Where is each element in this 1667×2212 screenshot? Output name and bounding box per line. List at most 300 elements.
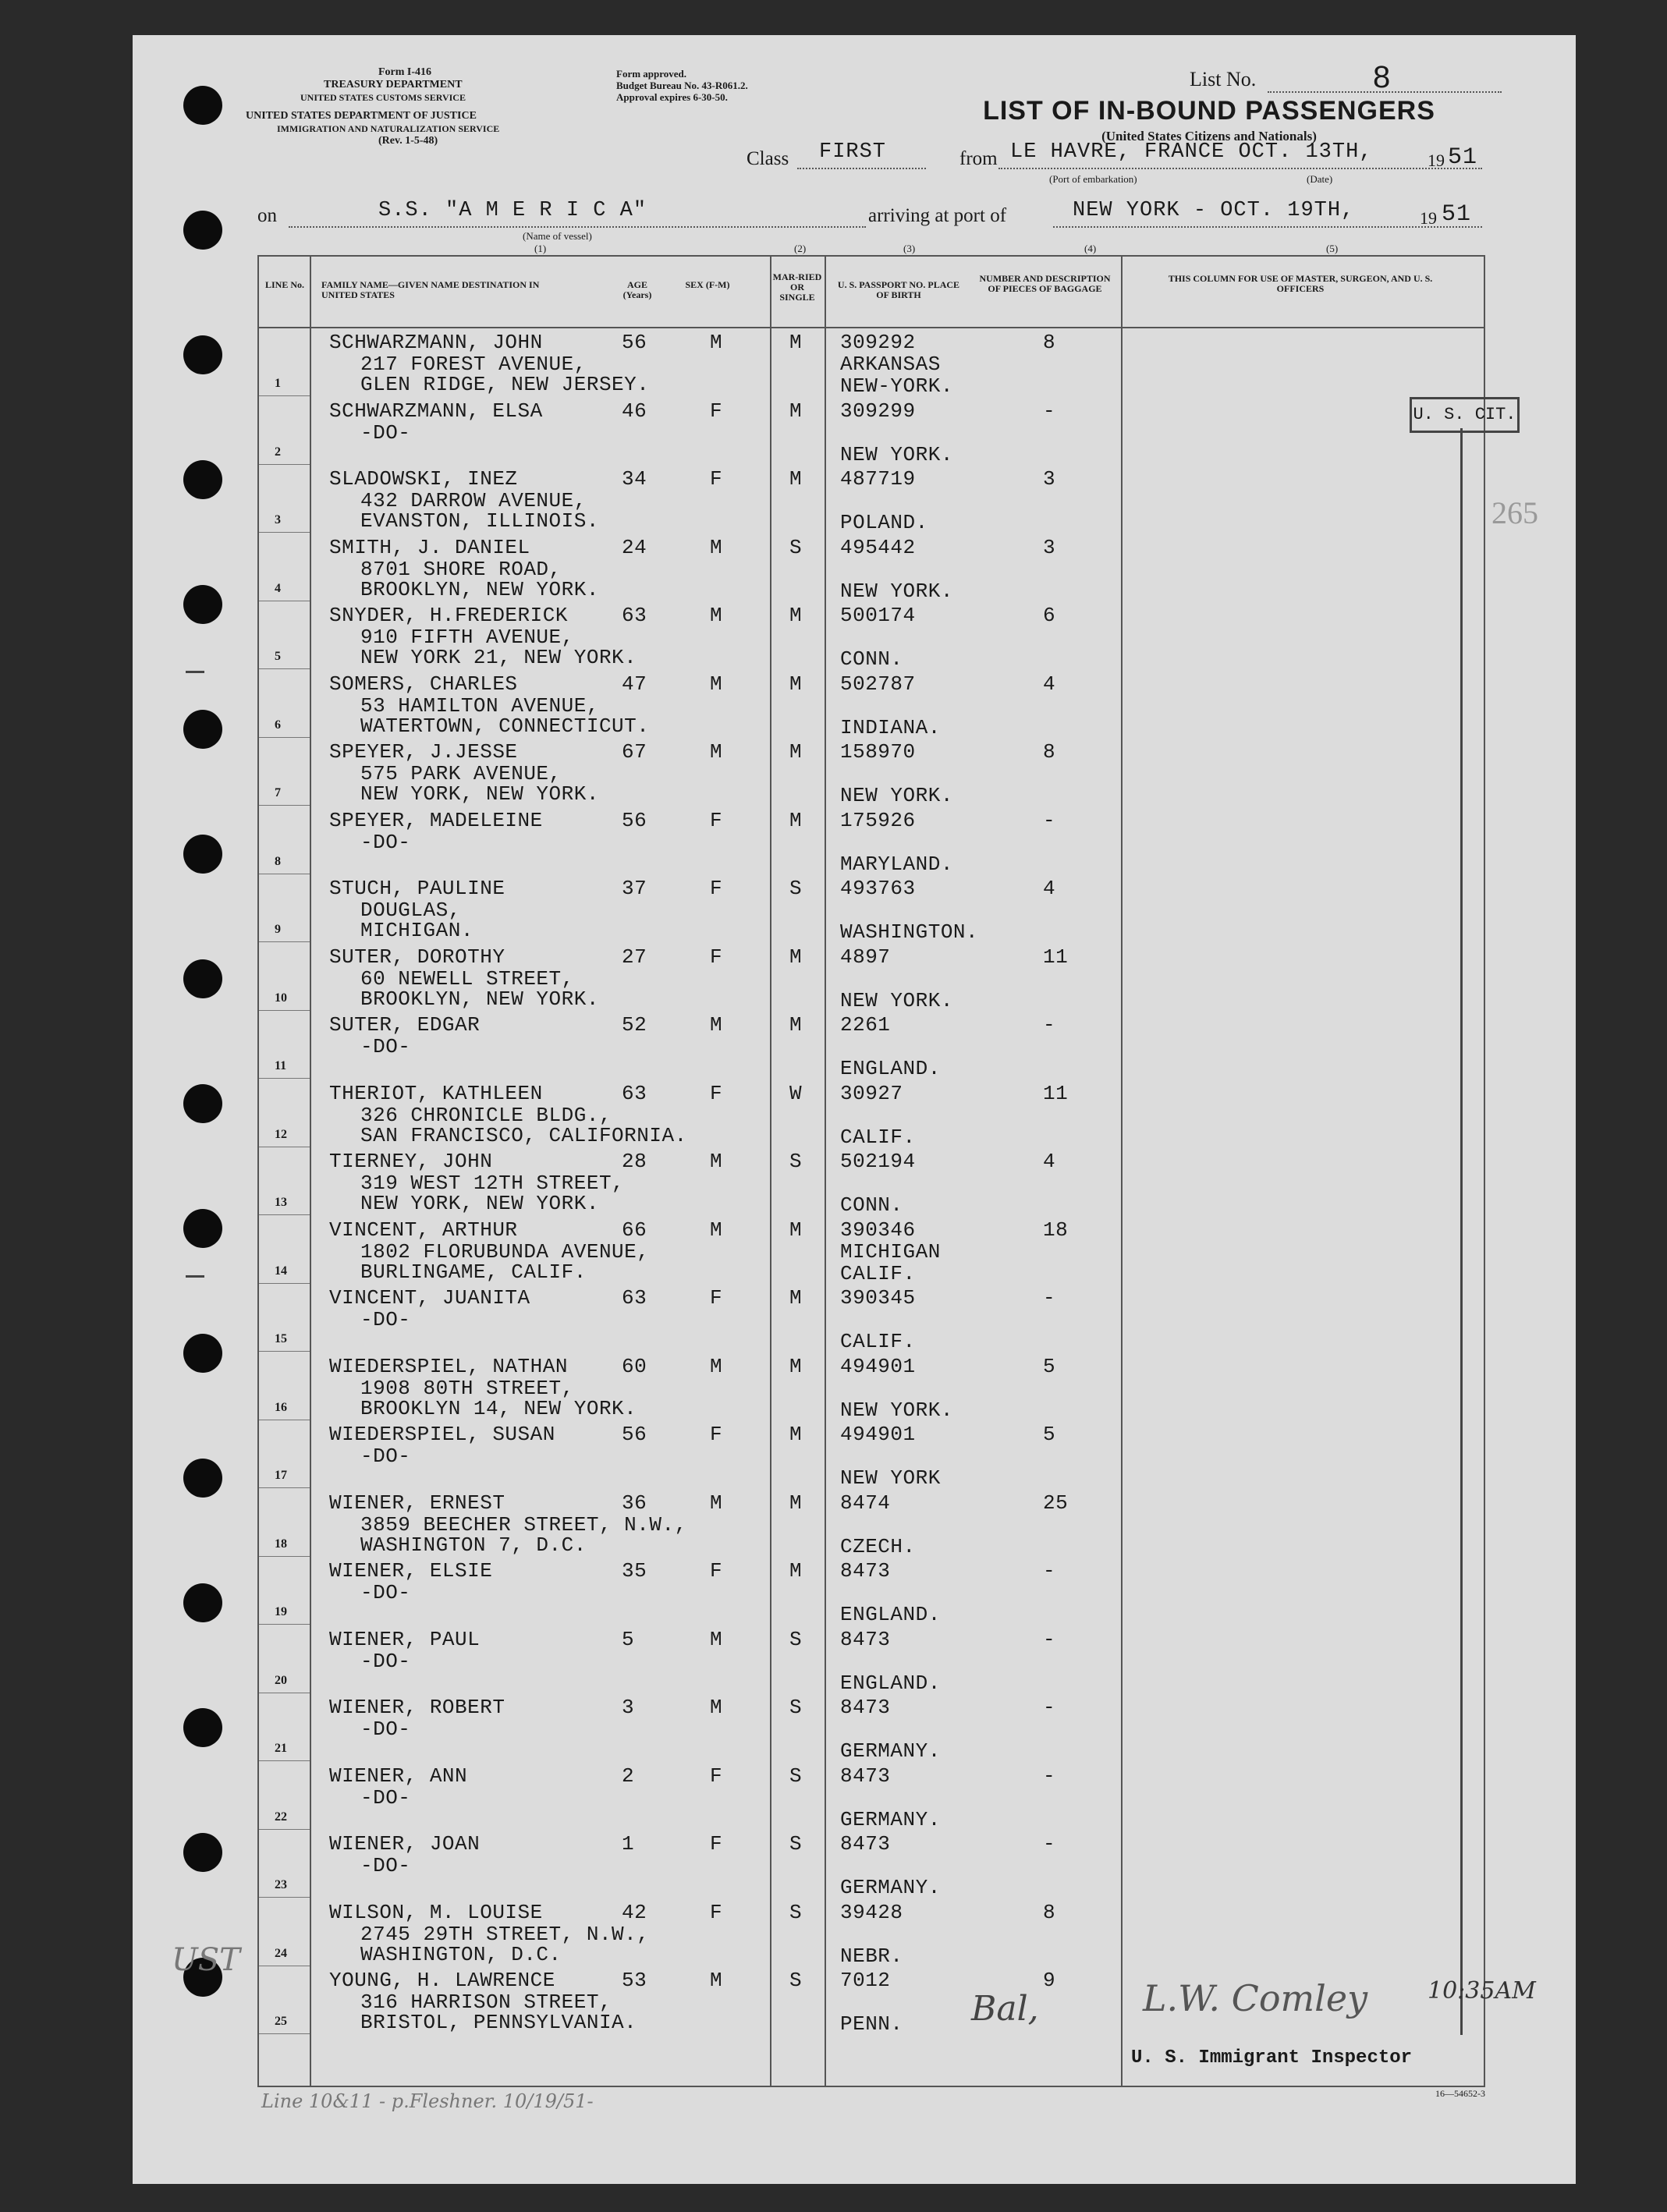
line-number: 25 [275, 2015, 287, 2028]
sex-value: F [710, 1286, 723, 1310]
sex-value: M [710, 1491, 723, 1515]
line-number: 20 [275, 1673, 287, 1687]
table-row [259, 1693, 1484, 1761]
vessel-caption: (Name of vessel) [523, 230, 592, 242]
baggage-count: 6 [1043, 604, 1056, 627]
line-number: 19 [275, 1605, 287, 1618]
line-number: 23 [275, 1878, 287, 1891]
marital-status: M [789, 331, 803, 354]
passport-number: 2261 [840, 1013, 891, 1037]
line-number: 18 [275, 1537, 287, 1551]
address-line-1: 8701 SHORE ROAD, [360, 557, 562, 581]
list-no-label: List No. [1190, 68, 1257, 90]
marital-status: S [789, 1900, 803, 1924]
sex-value: M [710, 1627, 723, 1651]
sex-value: F [710, 1081, 723, 1105]
arrival-year: 51 [1442, 201, 1472, 228]
col-header-officers: THIS COLUMN FOR USE OF MASTER, SURGEON, AND U. S. OFFICERS [1168, 273, 1433, 294]
line-number: 21 [275, 1742, 287, 1755]
baggage-count: - [1043, 1696, 1056, 1719]
margin-tick [186, 1275, 204, 1278]
justice-dept: UNITED STATES DEPARTMENT OF JUSTICE [246, 110, 477, 122]
signature-initials: Bal, [971, 1989, 1039, 2029]
baggage-count: 4 [1043, 1150, 1056, 1173]
baggage-count: 4 [1043, 672, 1056, 696]
passport-number: 502787 [840, 672, 916, 696]
birthplace: NEW YORK [840, 1466, 941, 1490]
sex-value: M [710, 331, 723, 354]
arrival-year-prefix: 19 [1420, 208, 1437, 228]
line-number: 12 [275, 1127, 287, 1141]
col-header-line: LINE No. [265, 279, 305, 290]
passport-number: 495442 [840, 535, 916, 559]
baggage-count: 5 [1043, 1423, 1056, 1446]
line-number: 16 [275, 1400, 287, 1414]
arrival-underline [1053, 226, 1482, 228]
row-divider [259, 2033, 310, 2034]
baggage-count: 3 [1043, 467, 1056, 491]
line-number: 5 [275, 650, 281, 663]
arriving-label: arriving at port of [868, 205, 1007, 226]
passenger-name: WIENER, JOAN [329, 1832, 481, 1856]
sex-value: F [710, 1764, 723, 1788]
passport-number: 309292 [840, 331, 916, 354]
sex-value: M [710, 1218, 723, 1242]
table-row [259, 806, 1484, 874]
passenger-name: WIEDERSPIEL, NATHAN [329, 1354, 568, 1378]
age-value: 56 [622, 1423, 647, 1446]
line-number: 24 [275, 1946, 287, 1960]
passenger-name: SCHWARZMANN, JOHN [329, 331, 543, 354]
age-value: 67 [622, 740, 647, 764]
table-row [259, 1420, 1484, 1488]
baggage-count: - [1043, 1764, 1056, 1788]
port-caption: (Port of embarkation) [1049, 173, 1137, 185]
passport-number: 8474 [840, 1491, 891, 1515]
age-value: 46 [622, 399, 647, 423]
marital-status: S [789, 1832, 803, 1856]
passport-number: 390346 [840, 1218, 916, 1242]
birthplace: NEW YORK. [840, 579, 953, 603]
birthplace: INDIANA. [840, 715, 941, 739]
passenger-name: WIENER, ELSIE [329, 1559, 493, 1583]
embark-value: LE HAVRE, FRANCE OCT. 13TH, [1010, 140, 1373, 164]
birthplace: CALIF. [840, 1125, 916, 1149]
marital-status: W [789, 1081, 803, 1105]
binder-hole [183, 835, 222, 874]
address-line-1: -DO- [360, 1445, 411, 1468]
passport-number: 8473 [840, 1559, 891, 1583]
sex-value: M [710, 535, 723, 559]
col-header-baggage: NUMBER AND DESCRIPTION OF PIECES OF BAGGAGE [979, 273, 1111, 294]
passport-number: 8473 [840, 1764, 891, 1788]
baggage-count: - [1043, 808, 1056, 832]
address-line-2: NEW YORK, NEW YORK. [360, 1192, 599, 1215]
passenger-name: VINCENT, ARTHUR [329, 1218, 518, 1242]
passport-number: 8473 [840, 1627, 891, 1651]
binder-hole [183, 86, 222, 125]
binder-hole [183, 585, 222, 624]
signature-name: L.W. Comley [1143, 1977, 1368, 2019]
address-line-1: -DO- [360, 1035, 411, 1058]
passenger-name: WIENER, ERNEST [329, 1491, 505, 1515]
birthplace: NEW YORK. [840, 784, 953, 807]
address-line-1: -DO- [360, 1854, 411, 1877]
line-number: 3 [275, 513, 281, 526]
age-value: 42 [622, 1900, 647, 1924]
form-header-departments [246, 66, 636, 147]
margin-note: UST [172, 1942, 240, 1978]
birthplace-line-1: ARKANSAS [840, 353, 941, 376]
marital-status: M [789, 1286, 803, 1310]
line-number: 22 [275, 1810, 287, 1824]
marital-status: S [789, 877, 803, 900]
birthplace: CALIF. [840, 1330, 916, 1353]
sex-value: F [710, 877, 723, 900]
treasury-dept: TREASURY DEPARTMENT [324, 79, 463, 90]
col-number-3: (3) [903, 243, 916, 254]
us-citizen-stamp: U. S. CIT. [1410, 397, 1520, 433]
marital-status: M [789, 1013, 803, 1037]
table-row [259, 1830, 1484, 1898]
line-number: 7 [275, 786, 281, 799]
marital-status: S [789, 1764, 803, 1788]
address-line-1: -DO- [360, 1649, 411, 1673]
age-value: 3 [622, 1696, 635, 1719]
line-number: 17 [275, 1469, 287, 1482]
passport-number: 8473 [840, 1696, 891, 1719]
passenger-name: WIEDERSPIEL, SUSAN [329, 1423, 555, 1446]
address-line-1: 319 WEST 12TH STREET, [360, 1172, 625, 1195]
line-number: 10 [275, 991, 287, 1005]
passenger-name: SCHWARZMANN, ELSA [329, 399, 543, 423]
baggage-count: - [1043, 399, 1056, 423]
passenger-name: WIENER, ANN [329, 1764, 468, 1788]
age-value: 63 [622, 604, 647, 627]
col-number-2: (2) [794, 243, 807, 254]
address-line-1: -DO- [360, 1308, 411, 1331]
revision: (Rev. 1-5-48) [378, 135, 438, 147]
passenger-name: THERIOT, KATHLEEN [329, 1081, 543, 1105]
baggage-count: 5 [1043, 1354, 1056, 1378]
marital-status: M [789, 1354, 803, 1378]
sex-value: F [710, 1832, 723, 1856]
table-row [259, 738, 1484, 806]
arrival-value: NEW YORK - OCT. 19TH, [1073, 199, 1355, 222]
page-subtitle: (United States Citizens and Nationals) [1101, 129, 1317, 144]
passenger-name: SLADOWSKI, INEZ [329, 467, 518, 491]
address-line-2: BRISTOL, PENNSYLVANIA. [360, 2011, 637, 2034]
sex-value: M [710, 1150, 723, 1173]
table-row [259, 1011, 1484, 1079]
passport-number: 8473 [840, 1832, 891, 1856]
col-header-passport: U. S. PASSPORT NO. PLACE OF BIRTH [837, 279, 960, 300]
approval-line-2: Budget Bureau No. 43-R061.2. [616, 80, 748, 91]
binder-hole [183, 1583, 222, 1622]
officer-column-vertical-line [1460, 428, 1463, 2035]
baggage-count: - [1043, 1832, 1056, 1856]
birthplace: NEW-YORK. [840, 374, 953, 398]
address-line-2: BROOKLYN, NEW YORK. [360, 577, 599, 601]
address-line-2: NEW YORK, NEW YORK. [360, 782, 599, 806]
marital-status: S [789, 1627, 803, 1651]
on-label: on [257, 205, 277, 226]
faint-number: 265 [1491, 495, 1538, 530]
line-number: 13 [275, 1196, 287, 1209]
baggage-count: 4 [1043, 877, 1056, 900]
vessel-col-number: (1) [534, 243, 547, 254]
address-line-2: MICHIGAN. [360, 919, 473, 942]
age-value: 52 [622, 1013, 647, 1037]
address-line-1: 217 FOREST AVENUE, [360, 353, 587, 376]
passenger-name: WILSON, M. LOUISE [329, 1900, 543, 1924]
form-code: 16—54652-3 [1435, 2088, 1485, 2099]
marital-status: M [789, 399, 803, 423]
address-line-2: GLEN RIDGE, NEW JERSEY. [360, 373, 650, 396]
marital-status: M [789, 672, 803, 696]
address-line-1: 53 HAMILTON AVENUE, [360, 693, 599, 718]
baggage-count: 8 [1043, 331, 1056, 354]
page-title: LIST OF IN-BOUND PASSENGERS [983, 96, 1435, 126]
age-value: 35 [622, 1559, 647, 1583]
binder-hole [183, 1833, 222, 1872]
col-header-sex: SEX (F-M) [685, 279, 730, 290]
sex-value: M [710, 1013, 723, 1037]
passport-number: 494901 [840, 1354, 916, 1378]
passport-number: 502194 [840, 1150, 916, 1173]
binder-hole [183, 460, 222, 499]
sex-value: M [710, 1696, 723, 1719]
date-caption: (Date) [1307, 173, 1333, 185]
address-line-1: 326 CHRONICLE BLDG., [360, 1103, 612, 1127]
sex-value: F [710, 399, 723, 423]
form-approval [616, 68, 866, 103]
signature-time: 10:35AM [1428, 1977, 1536, 2005]
passenger-table [257, 255, 1538, 2087]
marital-status: M [789, 467, 803, 491]
age-value: 5 [622, 1627, 635, 1651]
from-label: from [959, 148, 998, 169]
binder-hole [183, 1084, 222, 1123]
address-line-1: 1908 80TH STREET, [360, 1376, 574, 1400]
age-value: 28 [622, 1150, 647, 1173]
address-line-1: DOUGLAS, [360, 899, 461, 922]
passenger-name: SNYDER, H.FREDERICK [329, 604, 568, 627]
marital-status: M [789, 808, 803, 832]
table-row [259, 1489, 1484, 1557]
table-row [259, 1147, 1484, 1215]
embark-underline [998, 168, 1482, 169]
marital-status: S [789, 535, 803, 559]
address-line-1: 60 NEWELL STREET, [360, 966, 574, 991]
marital-status: M [789, 1218, 803, 1242]
marital-status: M [789, 1559, 803, 1583]
table-row [259, 670, 1484, 738]
address-line-1: -DO- [360, 1581, 411, 1604]
table-row [259, 1762, 1484, 1830]
birthplace: GERMANY. [840, 1739, 941, 1763]
col-header-name: FAMILY NAME—GIVEN NAME DESTINATION IN UNITED STATES [321, 279, 540, 300]
birthplace: MARYLAND. [840, 852, 953, 876]
address-line-1: 910 FIFTH AVENUE, [360, 626, 574, 649]
passenger-name: TIERNEY, JOHN [329, 1150, 493, 1173]
age-value: 66 [622, 1218, 647, 1242]
birthplace: NEW YORK. [840, 442, 953, 466]
address-line-1: -DO- [360, 830, 411, 854]
passport-number: 175926 [840, 808, 916, 832]
marital-status: M [789, 945, 803, 969]
address-line-1: 575 PARK AVENUE, [360, 762, 562, 785]
table-row [259, 1625, 1484, 1693]
marital-status: S [789, 1969, 803, 1992]
address-line-1: 1802 FLORUBUNDA AVENUE, [360, 1239, 650, 1264]
passenger-name: STUCH, PAULINE [329, 877, 505, 900]
baggage-count: 3 [1043, 535, 1056, 559]
baggage-count: 25 [1043, 1491, 1069, 1515]
passenger-name: SPEYER, MADELEINE [329, 808, 543, 832]
address-line-2: BROOKLYN, NEW YORK. [360, 987, 599, 1011]
baggage-count: 11 [1043, 945, 1069, 969]
line-number: 11 [275, 1059, 287, 1072]
table-row [259, 601, 1484, 669]
col-header-married: MAR-RIED OR SINGLE [772, 271, 822, 303]
birthplace: ENGLAND. [840, 1057, 941, 1080]
birthplace: NEW YORK. [840, 988, 953, 1012]
footnote: Line 10&11 - p.Fleshner. 10/19/51- [261, 2090, 594, 2112]
passenger-name: SUTER, DOROTHY [329, 945, 505, 969]
birthplace: PENN. [840, 2012, 903, 2036]
table-row [259, 1352, 1484, 1420]
line-number: 8 [275, 854, 281, 868]
line-number: 9 [275, 923, 281, 936]
vessel-underline [289, 226, 866, 228]
age-value: 37 [622, 877, 647, 900]
binder-hole [183, 1334, 222, 1373]
age-value: 1 [622, 1832, 635, 1856]
class-label: Class [747, 148, 789, 169]
sex-value: F [710, 467, 723, 491]
binder-hole [183, 211, 222, 250]
marital-status: M [789, 740, 803, 764]
baggage-count: 11 [1043, 1081, 1069, 1105]
address-line-2: BURLINGAME, CALIF. [360, 1260, 587, 1284]
age-value: 24 [622, 535, 647, 559]
age-value: 27 [622, 945, 647, 969]
inspector-title: U. S. Immigrant Inspector [1131, 2047, 1413, 2068]
passport-number: 494901 [840, 1423, 916, 1446]
binder-hole [183, 1209, 222, 1248]
birthplace: NEW YORK. [840, 1398, 953, 1422]
marital-status: M [789, 1491, 803, 1515]
col-header-age: AGE (Years) [622, 279, 652, 300]
age-value: 2 [622, 1764, 635, 1788]
birthplace: NEBR. [840, 1944, 903, 1968]
line-number: 15 [275, 1332, 287, 1345]
marital-status: M [789, 1423, 803, 1446]
age-value: 56 [622, 808, 647, 832]
table-row [259, 534, 1484, 601]
list-no-value: 8 [1373, 60, 1391, 94]
table-row [259, 1557, 1484, 1625]
table-row [259, 397, 1484, 465]
sex-value: M [710, 672, 723, 696]
birthplace: CONN. [840, 647, 903, 671]
class-value: FIRST [819, 140, 887, 164]
binder-hole [183, 1459, 222, 1498]
address-line-1: -DO- [360, 1717, 411, 1741]
col-number-4: (4) [1084, 243, 1097, 254]
embark-year: 51 [1448, 144, 1478, 171]
passport-number: 4897 [840, 945, 891, 969]
sex-value: M [710, 1354, 723, 1378]
sex-value: F [710, 1423, 723, 1446]
table-row [259, 328, 1484, 396]
class-underline [797, 168, 926, 169]
customs-service: UNITED STATES CUSTOMS SERVICE [300, 92, 466, 103]
manifest-page [133, 35, 1576, 2184]
address-line-2: SAN FRANCISCO, CALIFORNIA. [360, 1123, 687, 1147]
address-line-1: 316 HARRISON STREET, [360, 1990, 612, 2014]
age-value: 63 [622, 1081, 647, 1105]
age-value: 60 [622, 1354, 647, 1378]
age-value: 47 [622, 672, 647, 696]
passenger-name: SMITH, J. DANIEL [329, 535, 530, 559]
passenger-name: SPEYER, J.JESSE [329, 740, 518, 764]
passenger-name: WIENER, ROBERT [329, 1696, 505, 1719]
age-value: 53 [622, 1969, 647, 1992]
age-value: 56 [622, 331, 647, 354]
passport-number: 500174 [840, 604, 916, 627]
margin-tick [186, 671, 204, 673]
baggage-count: - [1043, 1627, 1056, 1651]
sex-value: M [710, 604, 723, 627]
passenger-name: SOMERS, CHARLES [329, 672, 518, 696]
passport-number: 390345 [840, 1286, 916, 1310]
passport-number: 30927 [840, 1081, 903, 1105]
birthplace: GERMANY. [840, 1807, 941, 1831]
address-line-2: WASHINGTON 7, D.C. [360, 1533, 587, 1557]
marital-status: S [789, 1696, 803, 1719]
address-line-1: -DO- [360, 420, 411, 445]
passport-number: 7012 [840, 1969, 891, 1992]
binder-hole [183, 959, 222, 998]
marital-status: M [789, 604, 803, 627]
baggage-count: - [1043, 1286, 1056, 1310]
address-line-2: WASHINGTON, D.C. [360, 1942, 562, 1966]
passenger-name: VINCENT, JUANITA [329, 1286, 530, 1310]
address-line-2: EVANSTON, ILLINOIS. [360, 509, 599, 533]
line-number: 2 [275, 445, 281, 459]
line-number: 1 [275, 377, 281, 390]
table-row [259, 1079, 1484, 1147]
birthplace: CONN. [840, 1193, 903, 1217]
birthplace: GERMANY. [840, 1876, 941, 1899]
address-line-2: WATERTOWN, CONNECTICUT. [360, 714, 650, 738]
address-line-1: 2745 29TH STREET, N.W., [360, 1922, 650, 1946]
sex-value: F [710, 1900, 723, 1924]
table-row [259, 1284, 1484, 1352]
col-number-5: (5) [1326, 243, 1339, 254]
passenger-name: WIENER, PAUL [329, 1627, 481, 1651]
birthplace: ENGLAND. [840, 1671, 941, 1695]
baggage-count: 9 [1043, 1969, 1056, 1992]
baggage-count: - [1043, 1013, 1056, 1037]
sex-value: M [710, 1969, 723, 1992]
age-value: 36 [622, 1491, 647, 1515]
baggage-count: - [1043, 1559, 1056, 1583]
marital-status: S [789, 1150, 803, 1173]
birthplace-line-1: MICHIGAN [840, 1239, 941, 1264]
